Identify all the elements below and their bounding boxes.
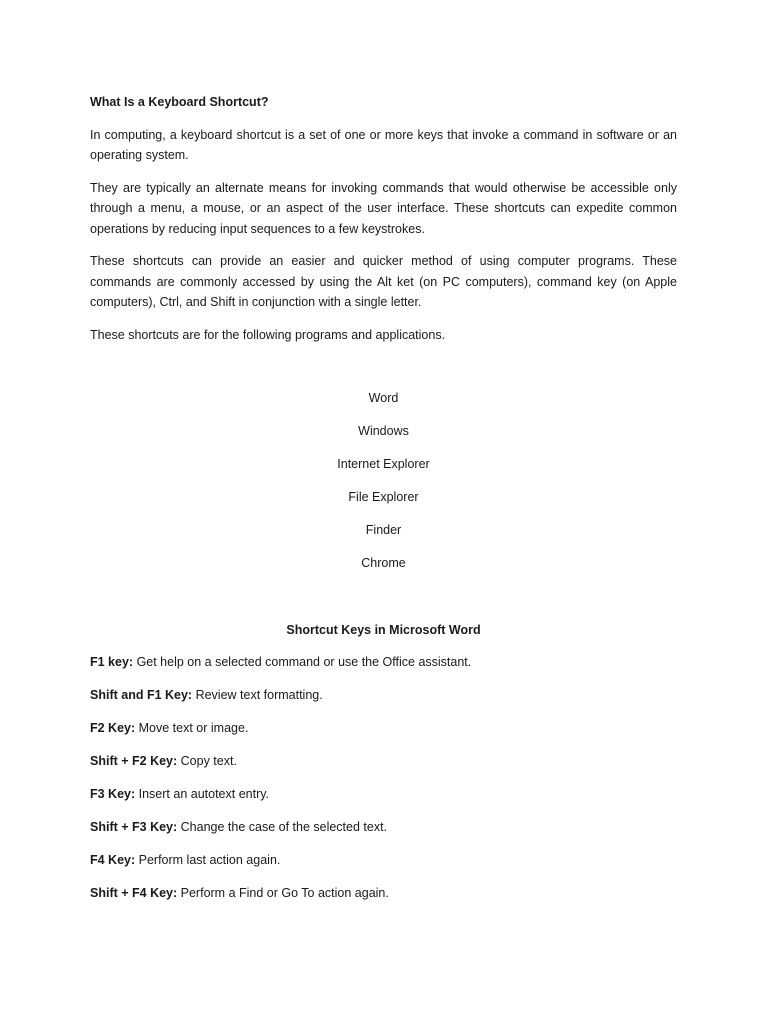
shortcut-key: Shift and F1 Key: xyxy=(90,688,193,702)
shortcut-description: Move text or image. xyxy=(135,721,249,735)
shortcut-key: F1 key: xyxy=(90,655,134,669)
shortcut-item xyxy=(90,652,677,673)
shortcut-key: Shift + F2 Key: xyxy=(90,754,178,768)
list-item: Internet Explorer xyxy=(337,457,430,471)
programs-intro-paragraph: These shortcuts are for the following programs and applications. xyxy=(90,327,446,342)
shortcut-description: Perform a Find or Go To action again. xyxy=(177,886,389,900)
list-item: Windows xyxy=(358,424,409,438)
alternate-means-paragraph: They are typically an alternate means for invoking commands that would otherwise be accessible only through a menu, a mouse, or an aspect of the user interface. These shortcuts can expedite common operations by reducing input sequences to a few keystrokes. xyxy=(90,180,677,236)
shortcut-item xyxy=(90,784,677,805)
document-page xyxy=(90,92,677,916)
list-item: Word xyxy=(368,391,399,405)
shortcut-description: Change the case of the selected text. xyxy=(177,820,388,834)
shortcut-item xyxy=(90,751,677,772)
shortcut-description: Review text formatting. xyxy=(192,688,323,702)
shortcut-key: F4 Key: xyxy=(90,853,136,867)
shortcuts-list xyxy=(90,652,677,904)
shortcut-key: Shift + F4 Key: xyxy=(90,886,178,900)
shortcut-item xyxy=(90,883,677,904)
list-item: Finder xyxy=(365,523,402,537)
applications-list xyxy=(90,388,677,574)
shortcut-item xyxy=(90,850,677,871)
shortcut-description: Get help on a selected command or use the Office assistant. xyxy=(133,655,472,669)
shortcut-key: Shift + F3 Key: xyxy=(90,820,178,834)
shortcut-item xyxy=(90,718,677,739)
shortcut-key: F2 Key: xyxy=(90,721,136,735)
easier-method-paragraph: These shortcuts can provide an easier and quicker method of using computer programs. These commands are commonly accessed by using the Alt ket (on PC computers), command key (on Apple computers), Ctrl, and Shift in conjunction with a single letter. xyxy=(90,254,677,309)
document-title: What Is a Keyboard Shortcut? xyxy=(90,95,269,109)
list-item: Chrome xyxy=(361,556,406,570)
shortcut-description: Copy text. xyxy=(177,754,237,768)
shortcut-description: Insert an autotext entry. xyxy=(135,787,270,801)
shortcut-key: F3 Key: xyxy=(90,787,136,801)
shortcut-item xyxy=(90,685,677,706)
section-heading: Shortcut Keys in Microsoft Word xyxy=(286,622,481,637)
shortcut-description: Perform last action again. xyxy=(135,853,281,867)
list-item: File Explorer xyxy=(348,490,419,504)
intro-paragraph: In computing, a keyboard shortcut is a set of one or more keys that invoke a command in software or an operating system. xyxy=(90,127,677,162)
shortcut-item xyxy=(90,817,677,838)
